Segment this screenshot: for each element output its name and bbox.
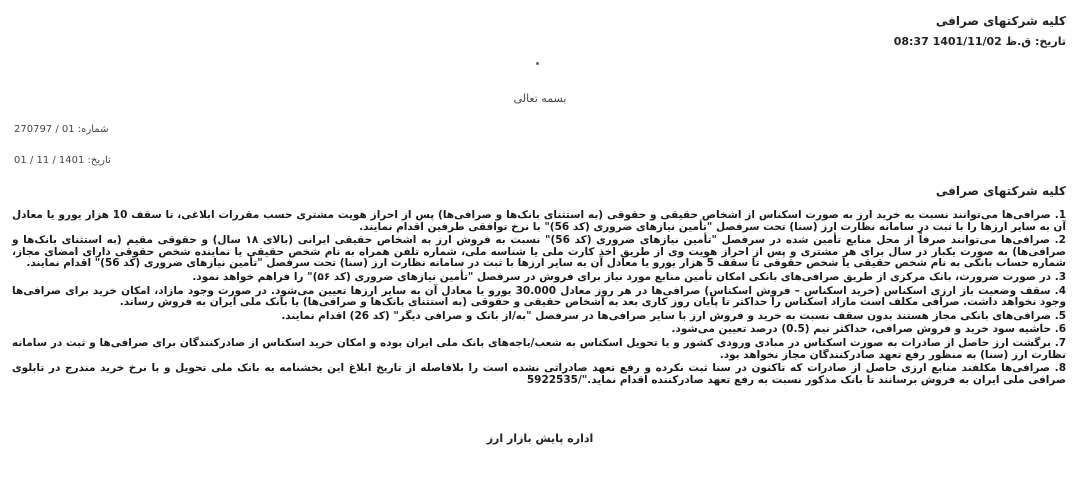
letter-date (14, 155, 111, 166)
addressee: کلیه شرکتهای صرافی (935, 184, 1066, 198)
letter-date-label: تاریخ: (87, 155, 111, 166)
basmala: بسمه تعالی (513, 92, 567, 105)
header-date-label: تاریخ: ق.ظ (1005, 35, 1066, 48)
item-1: 1. صرافی‌ها می‌توانند نسبت به خرید ارز به صورت اسکناس از اشخاص حقیقی و حقوقی (به استثنای بانک‌ها و صرافی‌ها) پس از احراز هویت مشتری حسب مقررات ابلاغی، تا سقف 10 هزار یورو یا معادل آن به سایر ارزها را با ثبت در سامانه نظارت ارز (سنا) تحت سرفصل "تأمین نیازهای ضروری (کد 56)" با نرخ توافقی طرفین اقدام نمایند. (12, 209, 1066, 233)
letter-number-value: 270797 / 01 (14, 124, 75, 135)
item-5: 5. صرافی‌های بانکی مجاز هستند بدون سقف نسبت به خرید و فروش ارز با سایر صرافی‌ها در سرفصل "به/از بانک و صرافی دیگر" (کد 26) اقدام نمایند. (281, 309, 1066, 322)
item-6: 6. حاشیه سود خرید و فروش صرافی، حداکثر نیم (0.5) درصد تعیین می‌شود. (671, 323, 1066, 336)
item-7: 7. برگشت ارز حاصل از صادرات به صورت اسکناس در مبادی ورودی کشور و یا تحویل اسکناس به شعب/باجه‌های بانک ملی ایران بوده و امکان خرید اسکناس از صادرکنندگان برای صرافی‌ها و ثبت در سامانه نظارت ارز (سنا) به منظور رفع تعهد صادرکنندگان مجاز نخواهد بود. (12, 336, 1066, 361)
header-date-value: 1401/11/02 08:37 (893, 35, 1002, 48)
item-4: 4. سقف وضعیت باز ارزی اسکناس (خرید اسکناس – فروش اسکناس) صرافی‌ها در هر روز معادل 30.000 یورو یا معادل آن به سایر ارزها تعیین می‌شود. در صورت وجود مازاد، امکان خرید برای صرافی‌ها وجود نخواهد داشت. صرافی مکلف است مازاد اسکناس را حداکثر تا پایان روز کاری بعد به اشخاص حقیقی و حقوقی (به استثنای بانک‌ها و صرافی‌ها) یا بانک ملی ایران به فروش رساند. (12, 284, 1066, 309)
letter-number (14, 124, 108, 135)
item-3: 3. در صورت ضرورت، بانک مرکزی از طریق صرافی‌های بانکی امکان تأمین منابع مورد نیاز برای فروش در سرفصل "تأمین نیازهای ضروری (کد ۵۶)" را فراهم خواهد نمود. (192, 270, 1066, 283)
item-2: 2. صرافی‌ها می‌توانند صرفاً از محل منابع تأمین شده در سرفصل "تأمین نیازهای ضروری (کد 56)" نسبت به فروش ارز به اشخاص حقیقی ایرانی (بالای ۱۸ سال) و حقوقی مقیم (به استثنای بانک‌ها و صرافی‌ها) به صورت یکبار در سال برای هر مشتری و پس از احراز هویت وی از طریق اخذ کارت ملی یا شناسه ملی، شماره تلفن همراه به نام شخص حقیقی یا نماینده شخص حقوقی دارای امضای مجاز، شماره حساب بانکی به نام شخص حقیقی یا شخص حقوقی تا سقف 5 هزار یورو یا معادل آن به سایر ارزها با ثبت در سامانه نظارت ارز (سنا) تحت سرفصل "تأمین نیازهای ضروری (کد 56)" اقدام نمایند. (12, 234, 1066, 270)
separator-dot (536, 62, 539, 65)
signature: اداره پایش بازار ارز (486, 432, 594, 445)
letter-date-value: 01 / 11 / 1401 (14, 155, 85, 166)
letter-body (12, 210, 1066, 388)
header-date (894, 35, 1066, 48)
header-title: کلیه شرکتهای صرافی (935, 14, 1066, 28)
item-8: 8. صرافی‌ها مکلفند منابع ارزی حاصل از صادرات که تاکنون در سنا ثبت نکرده و رفع تعهد صادراتی نشده است را بلافاصله از تاریخ ابلاغ این بخشنامه به بانک ملی تحویل و با نرخ خرید مندرج در تابلوی صرافی ملی ایران به فروش برسانند تا بانک مذکور نسبت به رفع تعهد صادرکننده اقدام نماید."/5922535 (12, 362, 1066, 386)
letter-number-label: شماره: (77, 124, 109, 135)
